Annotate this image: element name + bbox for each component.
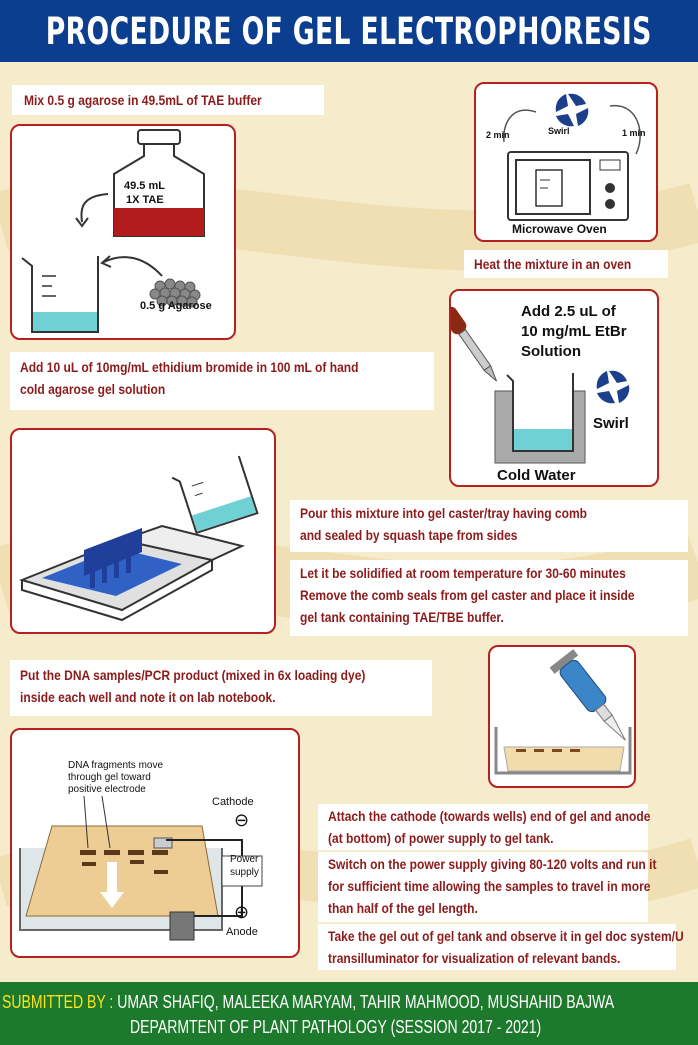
oven-time-left: 2 min <box>486 130 510 140</box>
department: DEPARMTENT OF PLANT PATHOLOGY (SESSION 2017 - 2021) <box>130 1017 542 1037</box>
etbr-line2: 10 mg/mL EtBr <box>521 323 627 340</box>
step-solidify <box>290 560 688 636</box>
run-fragments-2: through gel toward <box>68 772 151 783</box>
run-fragments-1: DNA fragments move <box>68 760 164 771</box>
step-heat-text: Heat the mixture in an oven <box>474 256 632 272</box>
panel-gel-caster <box>10 428 276 634</box>
panel-run <box>10 728 300 958</box>
step-run-line3: than half of the gel length. <box>328 900 478 916</box>
power-supply-line1: Power <box>230 854 259 865</box>
microwave-illustration <box>476 84 658 242</box>
step-observe-line2: transilluminator for visualization of relevant bands. <box>328 950 621 966</box>
panel-oven <box>474 82 658 242</box>
step-pour-line1: Pour this mixture into gel caster/tray having comb <box>300 505 588 521</box>
etbr-cold-water: Cold Water <box>497 467 576 484</box>
etbr-line3: Solution <box>521 343 581 360</box>
pipette-illustration <box>490 647 636 788</box>
submitted-label: SUBMITTED BY : <box>2 992 114 1012</box>
cathode-label: Cathode <box>212 796 254 808</box>
step-solid-line1: Let it be solidified at room temperature for 30-60 minutes <box>300 565 626 581</box>
step-load-line1: Put the DNA samples/PCR product (mixed in 6x loading dye) <box>20 667 366 683</box>
bottle-label-volume: 49.5 mL <box>124 180 165 192</box>
oven-swirl: Swirl <box>548 126 570 136</box>
step-etbr-line2: cold agarose gel solution <box>20 381 166 397</box>
agarose-label: 0.5 g Agarose <box>140 300 212 312</box>
panel-pipette <box>488 645 636 788</box>
step-solid-line3: gel tank containing TAE/TBE buffer. <box>300 609 504 625</box>
step-etbr <box>10 352 434 410</box>
step-run <box>318 852 657 922</box>
step-pour-line2: and sealed by squash tape from sides <box>300 527 518 543</box>
step-observe <box>318 924 684 970</box>
footer <box>0 982 698 1045</box>
step-mix-text: Mix 0.5 g agarose in 49.5mL of TAE buffer <box>24 92 262 108</box>
authors: UMAR SHAFIQ, MALEEKA MARYAM, TAHIR MAHMOOD, MUSHAHID BAJWA <box>117 992 615 1012</box>
step-attach-line1: Attach the cathode (towards wells) end of gel and anode <box>328 808 651 824</box>
step-load <box>10 660 432 716</box>
etbr-line1: Add 2.5 uL of <box>521 303 616 320</box>
gel-caster-illustration <box>12 430 276 634</box>
page-title-text: PROCEDURE OF GEL ELECTROPHORESIS <box>46 9 652 53</box>
step-pour <box>290 500 688 552</box>
etbr-illustration <box>451 291 659 487</box>
anode-symbol: ⊕ <box>234 902 250 922</box>
step-run-line1: Switch on the power supply giving 80-120 volts and run it <box>328 856 657 872</box>
step-solid-line2: Remove the comb seals from gel caster and place it inside <box>300 587 635 603</box>
panel-etbr <box>449 289 659 487</box>
step-heat <box>464 250 668 278</box>
step-observe-line1: Take the gel out of gel tank and observe it in gel doc system/U <box>328 928 684 944</box>
step-attach-line2: (at bottom) of power supply to gel tank. <box>328 830 554 846</box>
etbr-swirl: Swirl <box>593 415 629 432</box>
bottle-label-buffer: 1X TAE <box>126 194 164 206</box>
anode-label: Anode <box>226 926 258 938</box>
step-attach <box>318 804 651 850</box>
step-etbr-line1: Add 10 uL of 10mg/mL ethidium bromide in 100 mL of hand <box>20 359 359 375</box>
run-fragments-3: positive electrode <box>68 784 146 795</box>
oven-time-right: 1 min <box>622 128 646 138</box>
oven-caption: Microwave Oven <box>512 222 607 236</box>
step-mix <box>12 85 324 115</box>
cathode-symbol: ⊖ <box>234 810 250 830</box>
step-load-line2: inside each well and note it on lab notebook. <box>20 689 276 705</box>
step-run-line2: for sufficient time allowing the samples to travel in more <box>328 878 651 894</box>
power-supply-line2: supply <box>230 867 259 878</box>
panel-mix <box>10 124 236 340</box>
page-title <box>0 0 698 62</box>
